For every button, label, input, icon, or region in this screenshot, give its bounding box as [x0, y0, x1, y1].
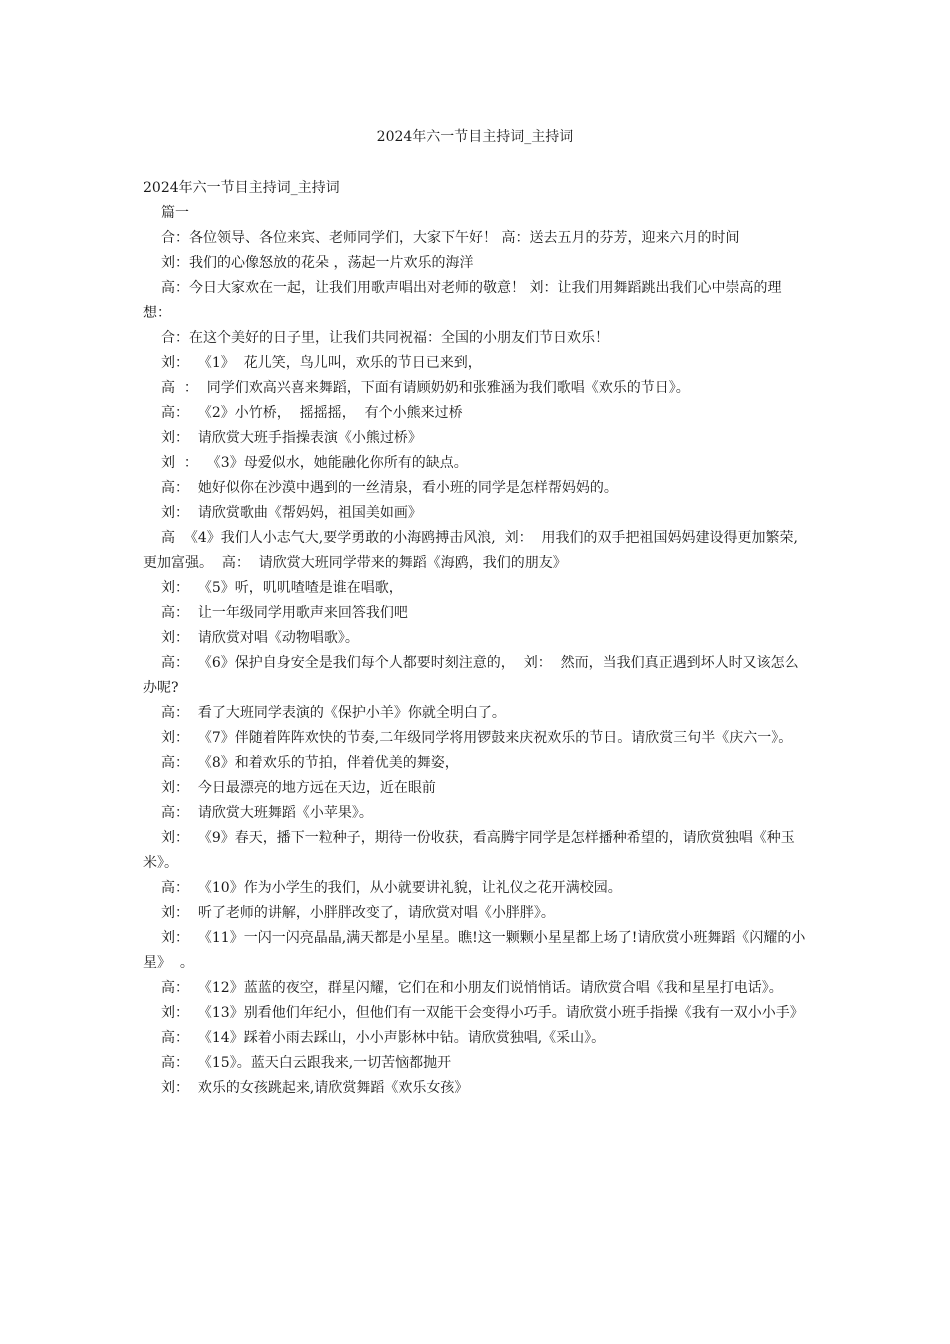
paragraph: 刘： 《11》一闪一闪亮晶晶,满天都是小星星。瞧!这一颗颗小星星都上场了!请欣赏小班舞蹈《闪耀的小星》 。 [143, 930, 806, 971]
paragraph: 刘： 今日最漂亮的地方远在天边，近在眼前 [161, 780, 436, 796]
paragraph: 合：各位领导、各位来宾、老师同学们，大家下午好！ 高：送去五月的芬芳，迎来六月的时间 [161, 230, 740, 246]
paragraph: 篇一 [161, 205, 189, 221]
document-title: 2024年六一节目主持词_主持词 [376, 129, 574, 145]
paragraph: 高： 让一年级同学用歌声来回答我们吧 [161, 605, 408, 621]
paragraph: 刘： 《5》听，叽叽喳喳是谁在唱歌， [161, 580, 403, 596]
paragraph: 刘： 听了老师的讲解，小胖胖改变了，请欣赏对唱《小胖胖》。 [161, 905, 555, 921]
paragraph: 刘 ： 《3》母爱似水，她能融化你所有的缺点。 [161, 455, 468, 471]
paragraph: 刘： 《13》别看他们年纪小，但他们有一双能干会变得小巧手。请欣赏小班手指操《我有一双小小手》 [161, 1005, 804, 1021]
paragraph: 高： 看了大班同学表演的《保护小羊》你就全明白了。 [161, 705, 506, 721]
paragraph: 高： 她好似你在沙漠中遇到的一丝清泉，看小班的同学是怎样帮妈妈的。 [161, 480, 618, 496]
document-body [143, 176, 808, 1101]
paragraph: 高： 《2》小竹桥， 摇摇摇， 有个小熊来过桥 [161, 405, 463, 421]
paragraph: 高： 《10》作为小学生的我们，从小就要讲礼貌，让礼仪之花开满校园。 [161, 880, 622, 896]
paragraph: 高 ： 同学们欢高兴喜来舞蹈，下面有请顾奶奶和张雅涵为我们歌唱《欢乐的节日》。 [161, 380, 690, 396]
paragraph: 高： 《12》蓝蓝的夜空，群星闪耀，它们在和小朋友们说悄悄话。请欣赏合唱《我和星星打电话》。 [161, 980, 783, 996]
paragraph: 刘： 《9》春天，播下一粒种子，期待一份收获，看高腾宇同学是怎样播种希望的，请欣赏独唱《种玉米》。 [143, 830, 795, 871]
document-subtitle: 2024年六一节目主持词_主持词 [143, 180, 340, 196]
paragraph: 高： 请欣赏大班舞蹈《小苹果》。 [161, 805, 373, 821]
paragraph: 刘： 请欣赏对唱《动物唱歌》。 [161, 630, 359, 646]
paragraph: 合：在这个美好的日子里，让我们共同祝福：全国的小朋友们节日欢乐！ [161, 330, 609, 346]
paragraph: 高： 《14》踩着小雨去踩山，小小声影林中钻。请欣赏独唱,《采山》。 [161, 1030, 606, 1046]
paragraph: 高： 《15》。蓝天白云跟我来,一切苦恼都抛开 [161, 1055, 452, 1071]
paragraph: 高：今日大家欢在一起，让我们用歌声唱出对老师的敬意！ 刘：让我们用舞蹈跳出我们心中崇高的理想： [143, 280, 782, 321]
paragraph: 刘： 请欣赏大班手指操表演《小熊过桥》 [161, 430, 422, 446]
paragraph: 刘： 《1》 花儿笑，鸟儿叫，欢乐的节日已来到， [161, 355, 482, 371]
paragraph: 高 《4》我们人小志气大,要学勇敢的小海鸥搏击风浪, 刘： 用我们的双手把祖国妈妈建设得更加繁荣,更加富强。 高： 请欣赏大班同学带来的舞蹈《海鸥，我们的朋友》 [143, 530, 798, 571]
paragraph: 刘： 《7》伴随着阵阵欢快的节奏,二年级同学将用锣鼓来庆祝欢乐的节日。请欣赏三句半《庆六一》。 [161, 730, 793, 746]
paragraph: 高： 《8》和着欢乐的节拍，伴着优美的舞姿， [161, 755, 459, 771]
paragraph: 刘： 请欣赏歌曲《帮妈妈，祖国美如画》 [161, 505, 422, 521]
paragraph: 高： 《6》保护自身安全是我们每个人都要时刻注意的， 刘： 然而，当我们真正遇到坏人时又该怎么办呢? [143, 655, 799, 696]
paragraph: 刘： 欢乐的女孩跳起来,请欣赏舞蹈《欢乐女孩》 [161, 1080, 469, 1096]
paragraph: 刘：我们的心像怒放的花朵 ，荡起一片欢乐的海洋 [161, 255, 474, 271]
